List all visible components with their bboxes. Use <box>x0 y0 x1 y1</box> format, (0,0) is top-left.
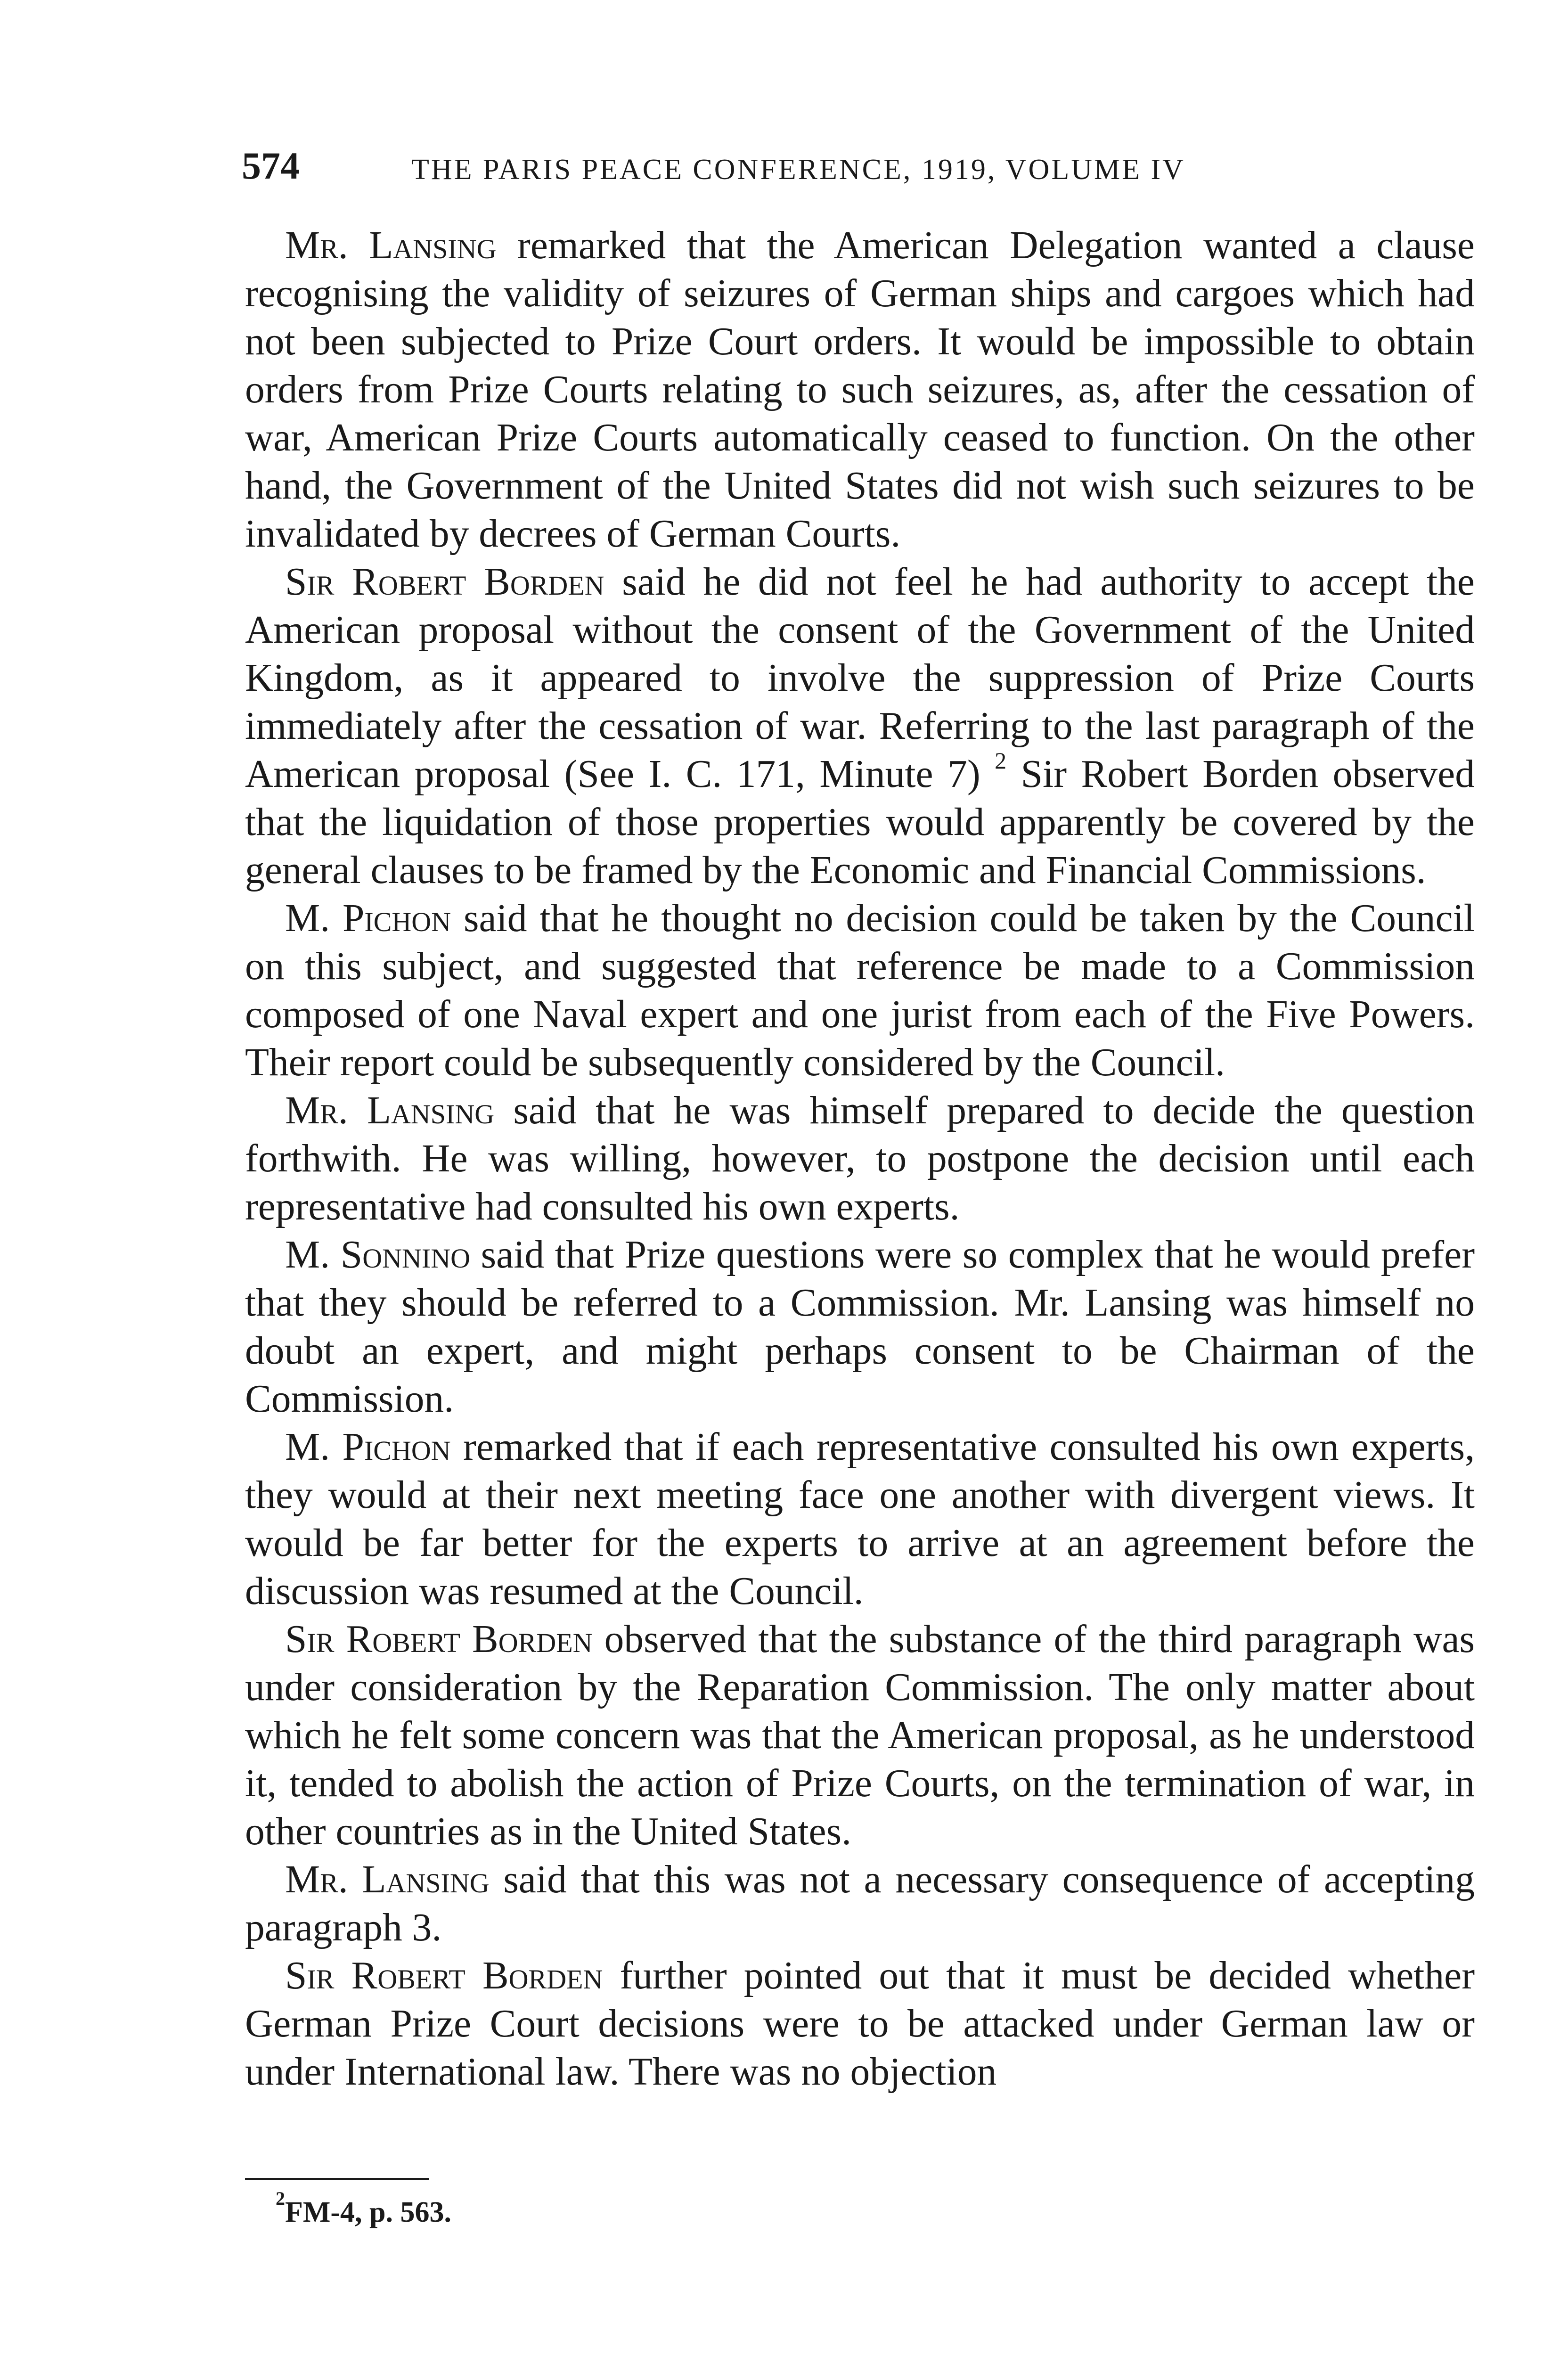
paragraph-text: said that he thought no decision could be taken by the Council on this subject, and suggested that reference be made to a Commission composed of one Naval expert and one jurist from each of the Five Powers. Their report could be subsequently considered by the Council. <box>245 897 1475 1084</box>
paragraph <box>245 894 1475 1087</box>
paragraph <box>245 1952 1475 2096</box>
speaker-name: Sir Robert Borden <box>285 1954 603 1997</box>
paragraph-text: said he did not feel he had authority to accept the American proposal without the consent of the Government of the United Kingdom, as it appeared to involve the suppression of Prize Courts immediately after the cessation of war. Referring to the last paragraph of the American proposal (See I. C. 171, Minute 7) <box>245 560 1475 796</box>
paragraph <box>245 1615 1475 1856</box>
body-text <box>245 221 1475 2096</box>
speaker-name: M. Pichon <box>285 897 451 940</box>
running-head: THE PARIS PEACE CONFERENCE, 1919, VOLUME IV <box>411 154 1185 186</box>
speaker-name: Mr. Lansing <box>285 224 497 267</box>
paragraph-text: further pointed out that it must be decided whether German Prize Court decisions were to be attacked under German law or under International law. There was no objection <box>245 1954 1475 2094</box>
paragraph-text: remarked that if each representative consulted his own experts, they would at their next meeting face one another with divergent views. It would be far better for the experts to arrive at an agreement before the discussion was resumed at the Council. <box>245 1425 1475 1613</box>
paragraph-text: said that he was himself prepared to decide the question forthwith. He was willing, however, to postpone the decision until each representative had consulted his own experts. <box>245 1089 1475 1228</box>
speaker-name: Sir Robert Borden <box>285 560 604 604</box>
paragraph <box>245 558 1475 894</box>
paragraph-text-continued: Sir Robert Borden observed that the liquidation of those properties would apparently be covered by the general clauses to be framed by the Economic and Financial Commissions. <box>245 753 1475 892</box>
footnote-marker: 2 <box>276 2188 285 2209</box>
paragraph <box>245 221 1475 558</box>
speaker-name: Mr. Lansing <box>285 1089 495 1132</box>
page-number: 574 <box>242 144 300 187</box>
speaker-name: M. Pichon <box>285 1425 451 1469</box>
paragraph-text: said that Prize questions were so complex that he would prefer that they should be referred to a Commission. Mr. Lansing was himself no doubt an expert, and might perhaps consent to be Chairman of the Commission. <box>245 1233 1475 1421</box>
paragraph <box>245 1423 1475 1615</box>
speaker-name: Sir Robert Borden <box>285 1618 593 1661</box>
page-header <box>242 138 1476 194</box>
paragraph-text: said that this was not a necessary consequence of accepting paragraph 3. <box>245 1858 1475 1949</box>
footnote-divider <box>245 2178 429 2180</box>
footnote <box>276 2188 452 2233</box>
speaker-name: Mr. Lansing <box>285 1858 490 1901</box>
speaker-name: M. Sonnino <box>285 1233 470 1276</box>
paragraph <box>245 1231 1475 1423</box>
footnote-text: FM-4, p. 563. <box>285 2196 452 2228</box>
paragraph <box>245 1856 1475 1952</box>
footnote-reference: 2 <box>995 747 1007 774</box>
paragraph <box>245 1087 1475 1231</box>
paragraph-text: remarked that the American Delegation wanted a clause recognising the validity of seizures of German ships and cargoes which had not been subjected to Prize Court orders. It would be impossible to obtain orders from Prize Courts relating to such seizures, as, after the cessation of war, American Prize Courts automatically ceased to function. On the other hand, the Government of the United States did not wish such seizures to be invalidated by decrees of German Courts. <box>245 224 1475 556</box>
paragraph-text: observed that the substance of the third paragraph was under consideration by the Reparation Commission. The only matter about which he felt some concern was that the American proposal, as he understood it, tended to abolish the action of Prize Courts, on the termination of war, in other countries as in the United States. <box>245 1618 1475 1853</box>
